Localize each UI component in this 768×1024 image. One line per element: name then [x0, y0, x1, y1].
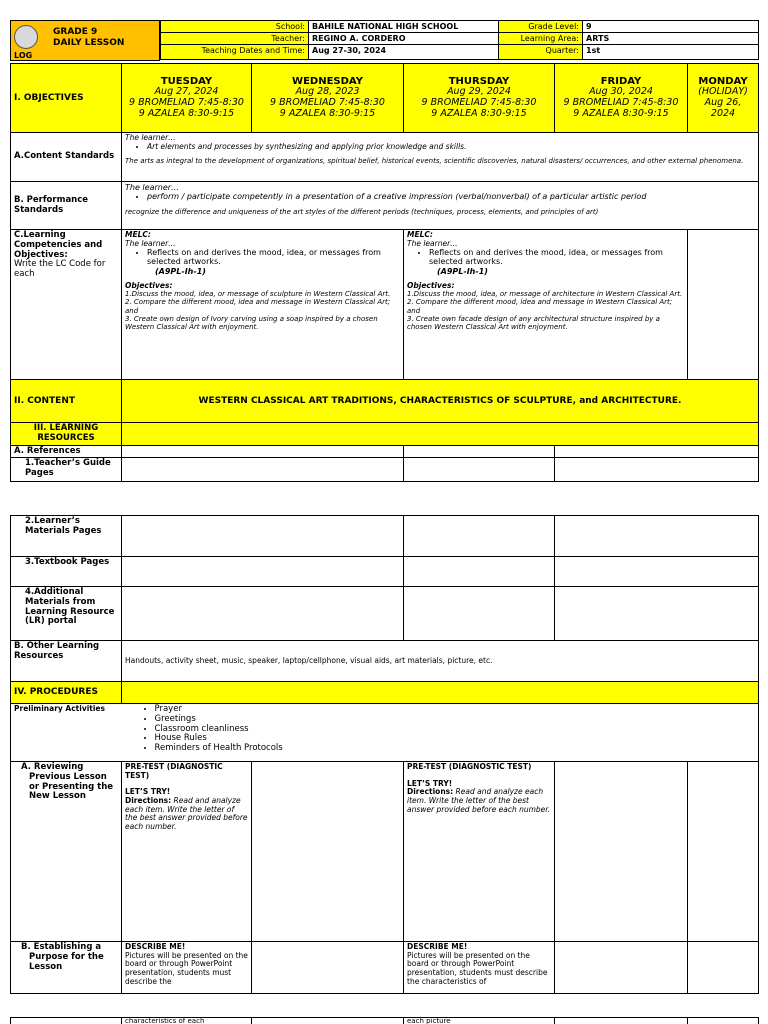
dates-label: Teaching Dates and Time: [161, 45, 309, 60]
dates-value: Aug 27-30, 2024 [309, 45, 499, 60]
content-text: WESTERN CLASSICAL ART TRADITIONS, CHARACTERISTICS OF SCULPTURE, and ARCHITECTURE. [122, 380, 759, 423]
main-table-p2 [10, 515, 759, 994]
lc-cell-1: MELC: The learner… • Reflects on and derives the mood, idea, or messages from selected artworks. (A9PL-Ih-1) Objectives: 1.Discuss the mood, idea, or message of sculpture in Western Classical Art. 2. Compare the different mood, idea and message in Western Classical Art; and 3. Create own design of Ivory carving using a soap inspired by a chosen Western Classical Art with enjoyment. [122, 230, 404, 380]
quarter-label: Quarter: [499, 45, 583, 60]
header-table [160, 20, 759, 60]
prelim-list: • Prayer • Greetings • Classroom cleanliness • House Rules • Reminders of Health Protocols [122, 704, 759, 762]
resources-heading: III. LEARNING RESOURCES [11, 423, 122, 446]
teacher-label: Teacher: [161, 33, 309, 45]
day-friday: FRIDAY Aug 30, 2024 9 BROMELIAD 7:45-8:30 9 AZALEA 8:30-9:15 [555, 64, 688, 133]
prelim-label: Preliminary Activities [11, 704, 122, 762]
school-label: School: [161, 21, 309, 33]
cont-cell-1: characteristics of each [122, 1018, 252, 1024]
lc-cell-2: MELC: The learner… • Reflects on and derives the mood, idea, or messages from selected artworks. (A9PL-Ih-1) Objectives: 1.Discuss the mood, idea, or message of architecture in Western Classical Art. 2. Compare the different mood, idea and message in Western Classical Art; and 3. Create own facade design of any architectural structure inspired by a chosen Western Classical Art with enjoyment. [404, 230, 688, 380]
grade-box [10, 20, 160, 61]
review-cell-2: PRE-TEST (DIAGNOSTIC TEST) LET’S TRY! Directions: Read and analyze each item. Write the letter of the best answer provided before each number. [404, 762, 555, 942]
perf-std-label: B. Performance Standards [11, 182, 122, 230]
perf-std-cell: The learner… • perform / participate competently in a presentation of a creative impression (verbal/nonverbal) of a particular artistic period recognize the difference and uniqueness of the art styles of the different periods (techniques, process, elements, and principles of art) [122, 182, 759, 230]
content-std-cell: The learner… • Art elements and processes by synthesizing and applying prior knowledge and skills. The arts as integral to the development of organizations, spiritual belief, historical events, scientific discoveries, natural disasters/ occurrences, and other external phenomena. [122, 133, 759, 182]
tg-label: 1.Teacher’s Guide Pages [11, 458, 122, 482]
purpose-cell-1: DESCRIBE ME! Pictures will be presented on the board or through PowerPoint presentation, students must describe the [122, 942, 252, 994]
review-cell-1: PRE-TEST (DIAGNOSTIC TEST) LET’S TRY! Directions: Read and analyze each item. Write the letter of the best answer provided before each number. [122, 762, 252, 942]
main-table-p3 [10, 1017, 759, 1024]
main-table-p1 [10, 63, 759, 482]
grade-level-value: 9 [583, 21, 759, 33]
school-value: BAHILE NATIONAL HIGH SCHOOL [309, 21, 499, 33]
lc-label-cell: C.Learning Competencies and Objectives: Write the LC Code for each [11, 230, 122, 380]
area-label: Learning Area: [499, 33, 583, 45]
tb-label: 3.Textbook Pages [11, 557, 122, 587]
purpose-cell-2: DESCRIBE ME! Pictures will be presented on the board or through PowerPoint presentation, students must describe the characteristics of [404, 942, 555, 994]
resources-fill [122, 423, 759, 446]
grade-label: GRADE 9 [53, 27, 98, 37]
references-label: A. References [11, 445, 122, 458]
lm-label: 2.Learner’s Materials Pages [11, 516, 122, 557]
content-std-label: A.Content Standards [11, 133, 122, 182]
purpose-label: B. Establishing a Purpose for the Lesson [11, 942, 122, 994]
log-label: LOG [14, 51, 33, 60]
dll-label: DAILY LESSON [53, 38, 125, 48]
review-label: A. Reviewing Previous Lesson or Presenting the New Lesson [11, 762, 122, 942]
objectives-heading: I. OBJECTIVES [11, 64, 122, 133]
other-text: Handouts, activity sheet, music, speaker, laptop/cellphone, visual aids, art materials, picture, etc. [122, 641, 759, 682]
quarter-value: 1st [583, 45, 759, 60]
grade-level-label: Grade Level: [499, 21, 583, 33]
teacher-value: REGINO A. CORDERO [309, 33, 499, 45]
am-label: 4.Additional Materials from Learning Resource (LR) portal [11, 587, 122, 641]
content-heading: II. CONTENT [11, 380, 122, 423]
area-value: ARTS [583, 33, 759, 45]
deped-seal-icon [14, 25, 38, 49]
procedures-heading: IV. PROCEDURES [11, 682, 122, 704]
day-monday: MONDAY (HOLIDAY) Aug 26, 2024 [688, 64, 759, 133]
other-label: B. Other Learning Resources [11, 641, 122, 682]
lc-cell-3 [688, 230, 759, 380]
day-thursday: THURSDAY Aug 29, 2024 9 BROMELIAD 7:45-8:30 9 AZALEA 8:30-9:15 [404, 64, 555, 133]
day-wednesday: WEDNESDAY Aug 28, 2023 9 BROMELIAD 7:45-8:30 9 AZALEA 8:30-9:15 [252, 64, 404, 133]
day-tuesday: TUESDAY Aug 27, 2024 9 BROMELIAD 7:45-8:30 9 AZALEA 8:30-9:15 [122, 64, 252, 133]
cont-cell-2: each picture [404, 1018, 555, 1024]
